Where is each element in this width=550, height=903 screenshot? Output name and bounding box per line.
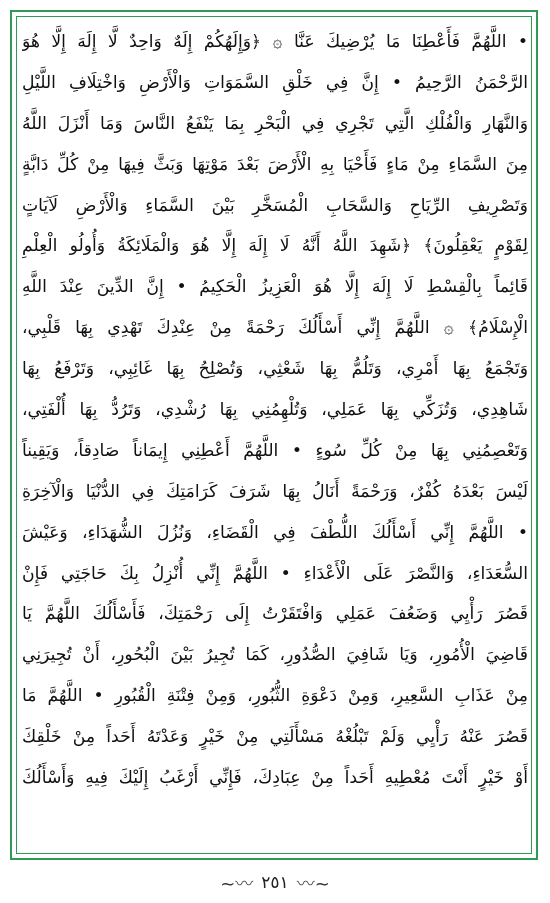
text-line: وَتَجْمَعُ بِهَا أَمْرِي، وَتَلُمُّ بِهَا شَعْثِي، وَتُصْلِحُ بِهَا غَائِبِي، وَتَرْفَعُ بِهَا <box>22 359 528 380</box>
text-line: شَاهِدِي، وَتُزَكِّي بِهَا عَمَلِي، وَتُلْهِمُنِي بِهَا رُشْدِي، وَتَرُدُّ بِهَا أُلْفَتِي، <box>22 400 528 421</box>
page-number: ٢٥١ <box>261 873 289 893</box>
text-line: أَوْ خَيْرٍ أَنْتَ مُعْطِيهِ أَحَداً مِنْ عِبَادِكَ، فَإِنِّي أَرْغَبُ إِلَيْكَ فِيهِ وَأَسْأَلُكَ <box>22 768 528 789</box>
text-line: لَيْسَ بَعْدَهُ كُفْرٌ، وَرَحْمَةً أَنَالُ بِهَا شَرَفَ كَرَامَتِكَ فِي الدُّنْيَا وَالْآخِرَةِ <box>22 481 528 502</box>
text-line: الْإِسْلَامُ﴾ ۞ اللَّهُمَّ إِنِّي أَسْأَلُكَ رَحْمَةً مِنْ عِنْدِكَ تَهْدِي بِهَا قَلْبِي، <box>22 318 528 339</box>
text-line: وَالنَّهَارِ وَالْفُلْكِ الَّتِي تَجْرِي فِي الْبَحْرِ بِمَا يَنْفَعُ النَّاسَ وَمَا أَنْزَلَ اللَّهُ <box>22 113 528 134</box>
text-line: مِنَ السَّمَاءِ مِنْ مَاءٍ فَأَحْيَا بِهِ الْأَرْضَ بَعْدَ مَوْتِهَا وَبَثَّ فِيهَا مِنْ كُلِّ دَابَّةٍ <box>22 154 528 175</box>
text-line: وَتَعْصِمُنِي بِهَا مِنْ كُلِّ سُوءٍ • اللَّهُمَّ أَعْطِنِي إِيمَاناً صَادِقاً، وَيَقِيناً <box>22 440 528 461</box>
page-footer <box>0 868 550 898</box>
prayer-text-block <box>22 22 528 842</box>
text-line: السُّعَدَاءِ، وَالنَّصْرَ عَلَى الْأَعْدَاءِ • اللَّهُمَّ إِنِّي أُنْزِلُ بِكَ حَاجَتِي فَإِنْ <box>22 563 528 584</box>
text-line: قَصُرَ عَنْهُ رَأْيِي وَلَمْ تَبْلُغْهُ مَسْأَلَتِي مِنْ خَيْرٍ وَعَدْتَهُ أَحَداً مِنْ خَلْقِكَ <box>22 727 528 748</box>
text-line: قَصُرَ رَأْيِي وَضَعُفَ عَمَلِي وَافْتَقَرْتُ إِلَى رَحْمَتِكَ، فَأَسْأَلُكَ اللَّهُمَّ يَا <box>22 604 528 625</box>
text-line: الرَّحْمَنُ الرَّحِيمُ • إِنَّ فِي خَلْقِ السَّمَوَاتِ وَالْأَرْضِ وَاخْتِلَافِ اللَّيْلِ <box>22 72 528 93</box>
text-line: • اللَّهُمَّ فَأَعْطِنَا مَا يُرْضِيكَ عَنَّا ۞ ﴿وَإِلَهُكُمْ إِلَهٌ وَاحِدٌ لَّا إِلَهَ إِلَّا هُوَ <box>22 32 528 52</box>
text-line: لِقَوْمٍ يَعْقِلُونَ﴾ ﴿شَهِدَ اللَّهُ أَنَّهُ لَا إِلَهَ إِلَّا هُوَ وَالْمَلَائِكَةُ وَأُولُو الْعِلْمِ <box>22 236 528 257</box>
left-ornament-icon: ~〰︎ <box>220 874 254 895</box>
text-line: قَاضِيَ الْأُمُورِ، وَيَا شَافِيَ الصُّدُورِ، كَمَا تُجِيرُ بَيْنَ الْبُحُورِ، أَنْ تُجِيرَنِي <box>22 645 528 666</box>
text-line: مِنْ عَذَابِ السَّعِيرِ، وَمِنْ دَعْوَةِ الثُّبُورِ، وَمِنْ فِتْنَةِ الْقُبُورِ • اللَّهُمَّ مَا <box>22 686 528 707</box>
text-line: قَائِماً بِالْقِسْطِ لَا إِلَهَ إِلَّا هُوَ الْعَزِيزُ الْحَكِيمُ • إِنَّ الدِّينَ عِنْدَ اللَّهِ <box>22 277 528 298</box>
text-line: وَتَصْرِيفِ الرِّيَاحِ وَالسَّحَابِ الْمُسَخَّرِ بَيْنَ السَّمَاءِ وَالْأَرْضِ لَآيَاتٍ <box>22 195 528 216</box>
right-ornament-icon: 〰︎~ <box>296 874 330 895</box>
text-line: • اللَّهُمَّ إِنِّي أَسْأَلُكَ اللُّطْفَ فِي الْقَضَاءِ، وَنُزُلَ الشُّهَدَاءِ، وَعَيْشَ <box>22 522 528 543</box>
